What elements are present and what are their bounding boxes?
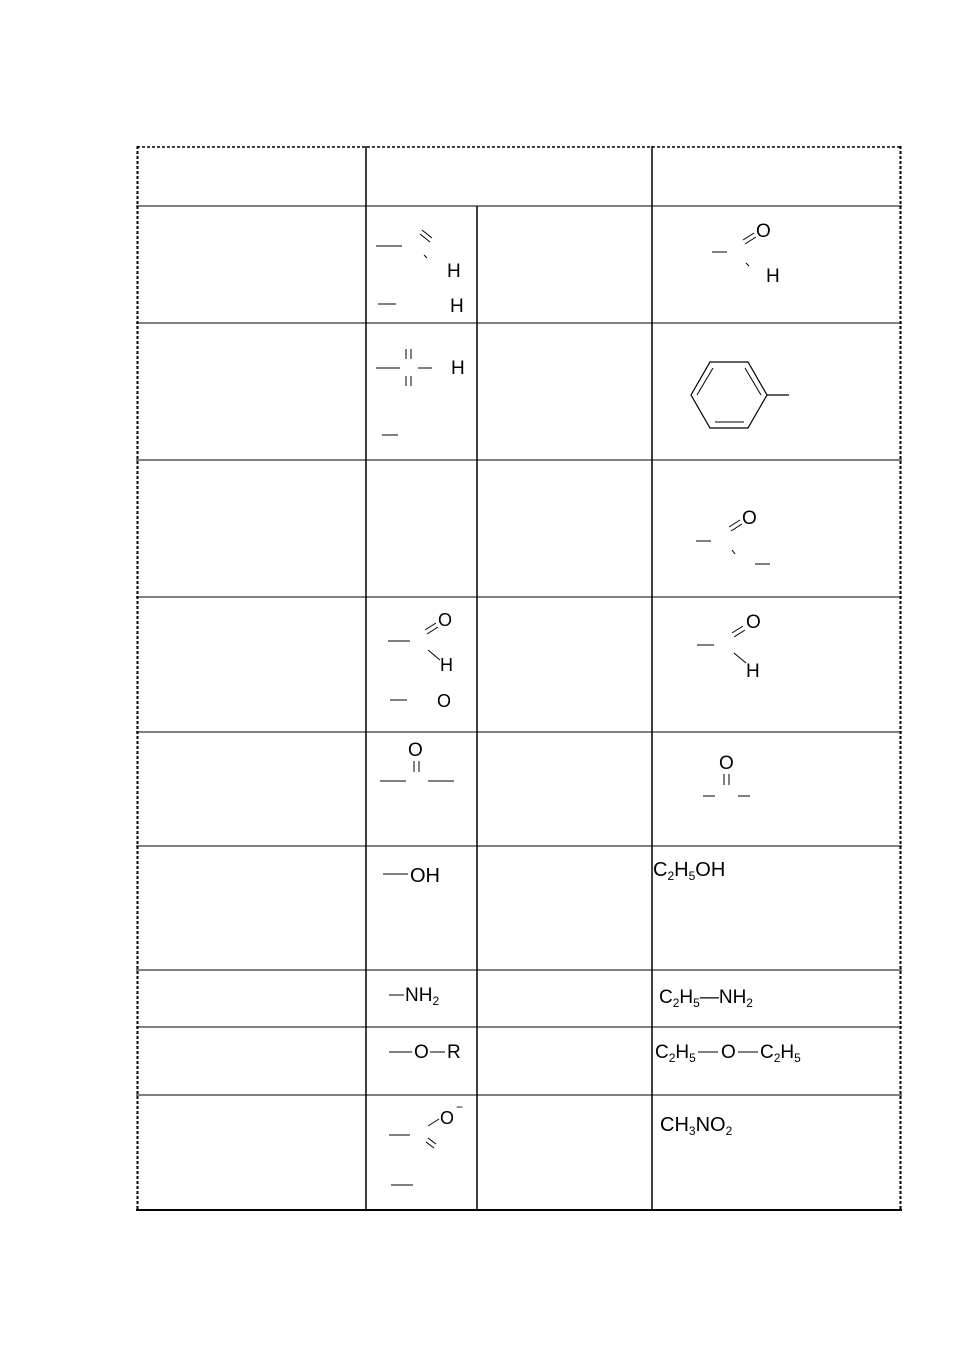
row7-group-sub: 2 (432, 994, 440, 1008)
row6-group-cell (366, 846, 477, 970)
row2-group-h: H (451, 358, 465, 379)
row8-example-c2 (760, 1042, 801, 1065)
row4-example-h: H (746, 661, 760, 682)
row5-group-cell (366, 732, 477, 846)
row6-h: H (674, 859, 689, 881)
row5-example-o: O (719, 753, 734, 774)
row8-group-o: O (414, 1042, 429, 1063)
row9-example-cell (652, 1095, 902, 1210)
row4-example-cell (652, 597, 902, 732)
row8-h2: H (780, 1042, 795, 1063)
row4-example-o: O (746, 612, 761, 633)
row4-group-o-bottom: O (437, 691, 452, 711)
row7-n: NH (718, 987, 747, 1008)
row3-example-o: O (742, 508, 757, 529)
row8-example-c1 (655, 1042, 696, 1065)
row6-tail: OH (695, 859, 726, 881)
row1-example-bonds (652, 206, 902, 323)
row7-dash: — (699, 987, 719, 1008)
row6-c: C (653, 859, 668, 881)
row8-group-r: R (447, 1042, 461, 1063)
row5-example-bonds (652, 732, 902, 846)
row7-c: C (659, 987, 673, 1008)
row8-s2: 5 (689, 1051, 696, 1065)
row8-c2: C (760, 1042, 774, 1063)
row7-sub2: 5 (693, 996, 700, 1010)
row7-h: H (679, 987, 694, 1008)
row9-c: CH (660, 1114, 689, 1136)
row8-group-cell (366, 1027, 477, 1095)
row9-example-formula (660, 1114, 733, 1138)
row3-example-bonds (652, 460, 902, 597)
row5-example-cell (652, 732, 902, 846)
row7-example-cell (652, 970, 902, 1027)
row8-s4: 5 (794, 1051, 801, 1065)
row2-group-cell (366, 323, 477, 460)
row4-example-bonds (652, 597, 902, 732)
row1-group-cell (366, 206, 477, 323)
row7-sub3: 2 (746, 996, 753, 1010)
row8-s1: 2 (668, 1051, 676, 1065)
row8-s3: 2 (773, 1051, 781, 1065)
row9-group-cell (366, 1095, 477, 1210)
row9-group-o: O (440, 1108, 455, 1128)
row7-group-n: NH (405, 985, 433, 1006)
row9-sub2: 2 (725, 1124, 733, 1138)
row5-group-o: O (408, 740, 423, 761)
row1-example-h: H (766, 266, 780, 287)
row9-n: NO (695, 1114, 726, 1136)
row6-sub1: 2 (667, 869, 675, 883)
row7-example-formula (659, 987, 753, 1010)
row6-example-formula (653, 859, 726, 883)
row4-group-h: H (440, 655, 453, 675)
row4-group-bonds (366, 597, 477, 732)
row1-group-h-top: H (447, 261, 461, 282)
row7-group-cell (366, 970, 477, 1027)
row4-group-cell (366, 597, 477, 732)
benzene-ring-icon (652, 323, 902, 460)
functional-group-table (136, 146, 902, 1211)
row2-example-cell (652, 323, 902, 460)
row8-example-cell (652, 1027, 902, 1095)
row7-group-formula (405, 985, 440, 1008)
row1-example-o: O (756, 221, 771, 242)
row9-group-charge: − (456, 1100, 464, 1114)
row3-example-cell (652, 460, 902, 597)
row7-sub1: 2 (672, 996, 680, 1010)
row8-example-o: O (721, 1042, 736, 1063)
row6-group-text: OH (410, 865, 440, 887)
row8-c1: C (655, 1042, 669, 1063)
row6-sub2: 5 (688, 869, 696, 883)
row4-group-o-top: O (438, 610, 453, 630)
row8-h1: H (675, 1042, 690, 1063)
row1-group-h-bottom: H (450, 296, 464, 317)
row6-example-cell (652, 846, 902, 970)
row9-sub1: 3 (688, 1124, 696, 1138)
row2-group-bonds (366, 323, 477, 460)
row1-example-cell (652, 206, 902, 323)
